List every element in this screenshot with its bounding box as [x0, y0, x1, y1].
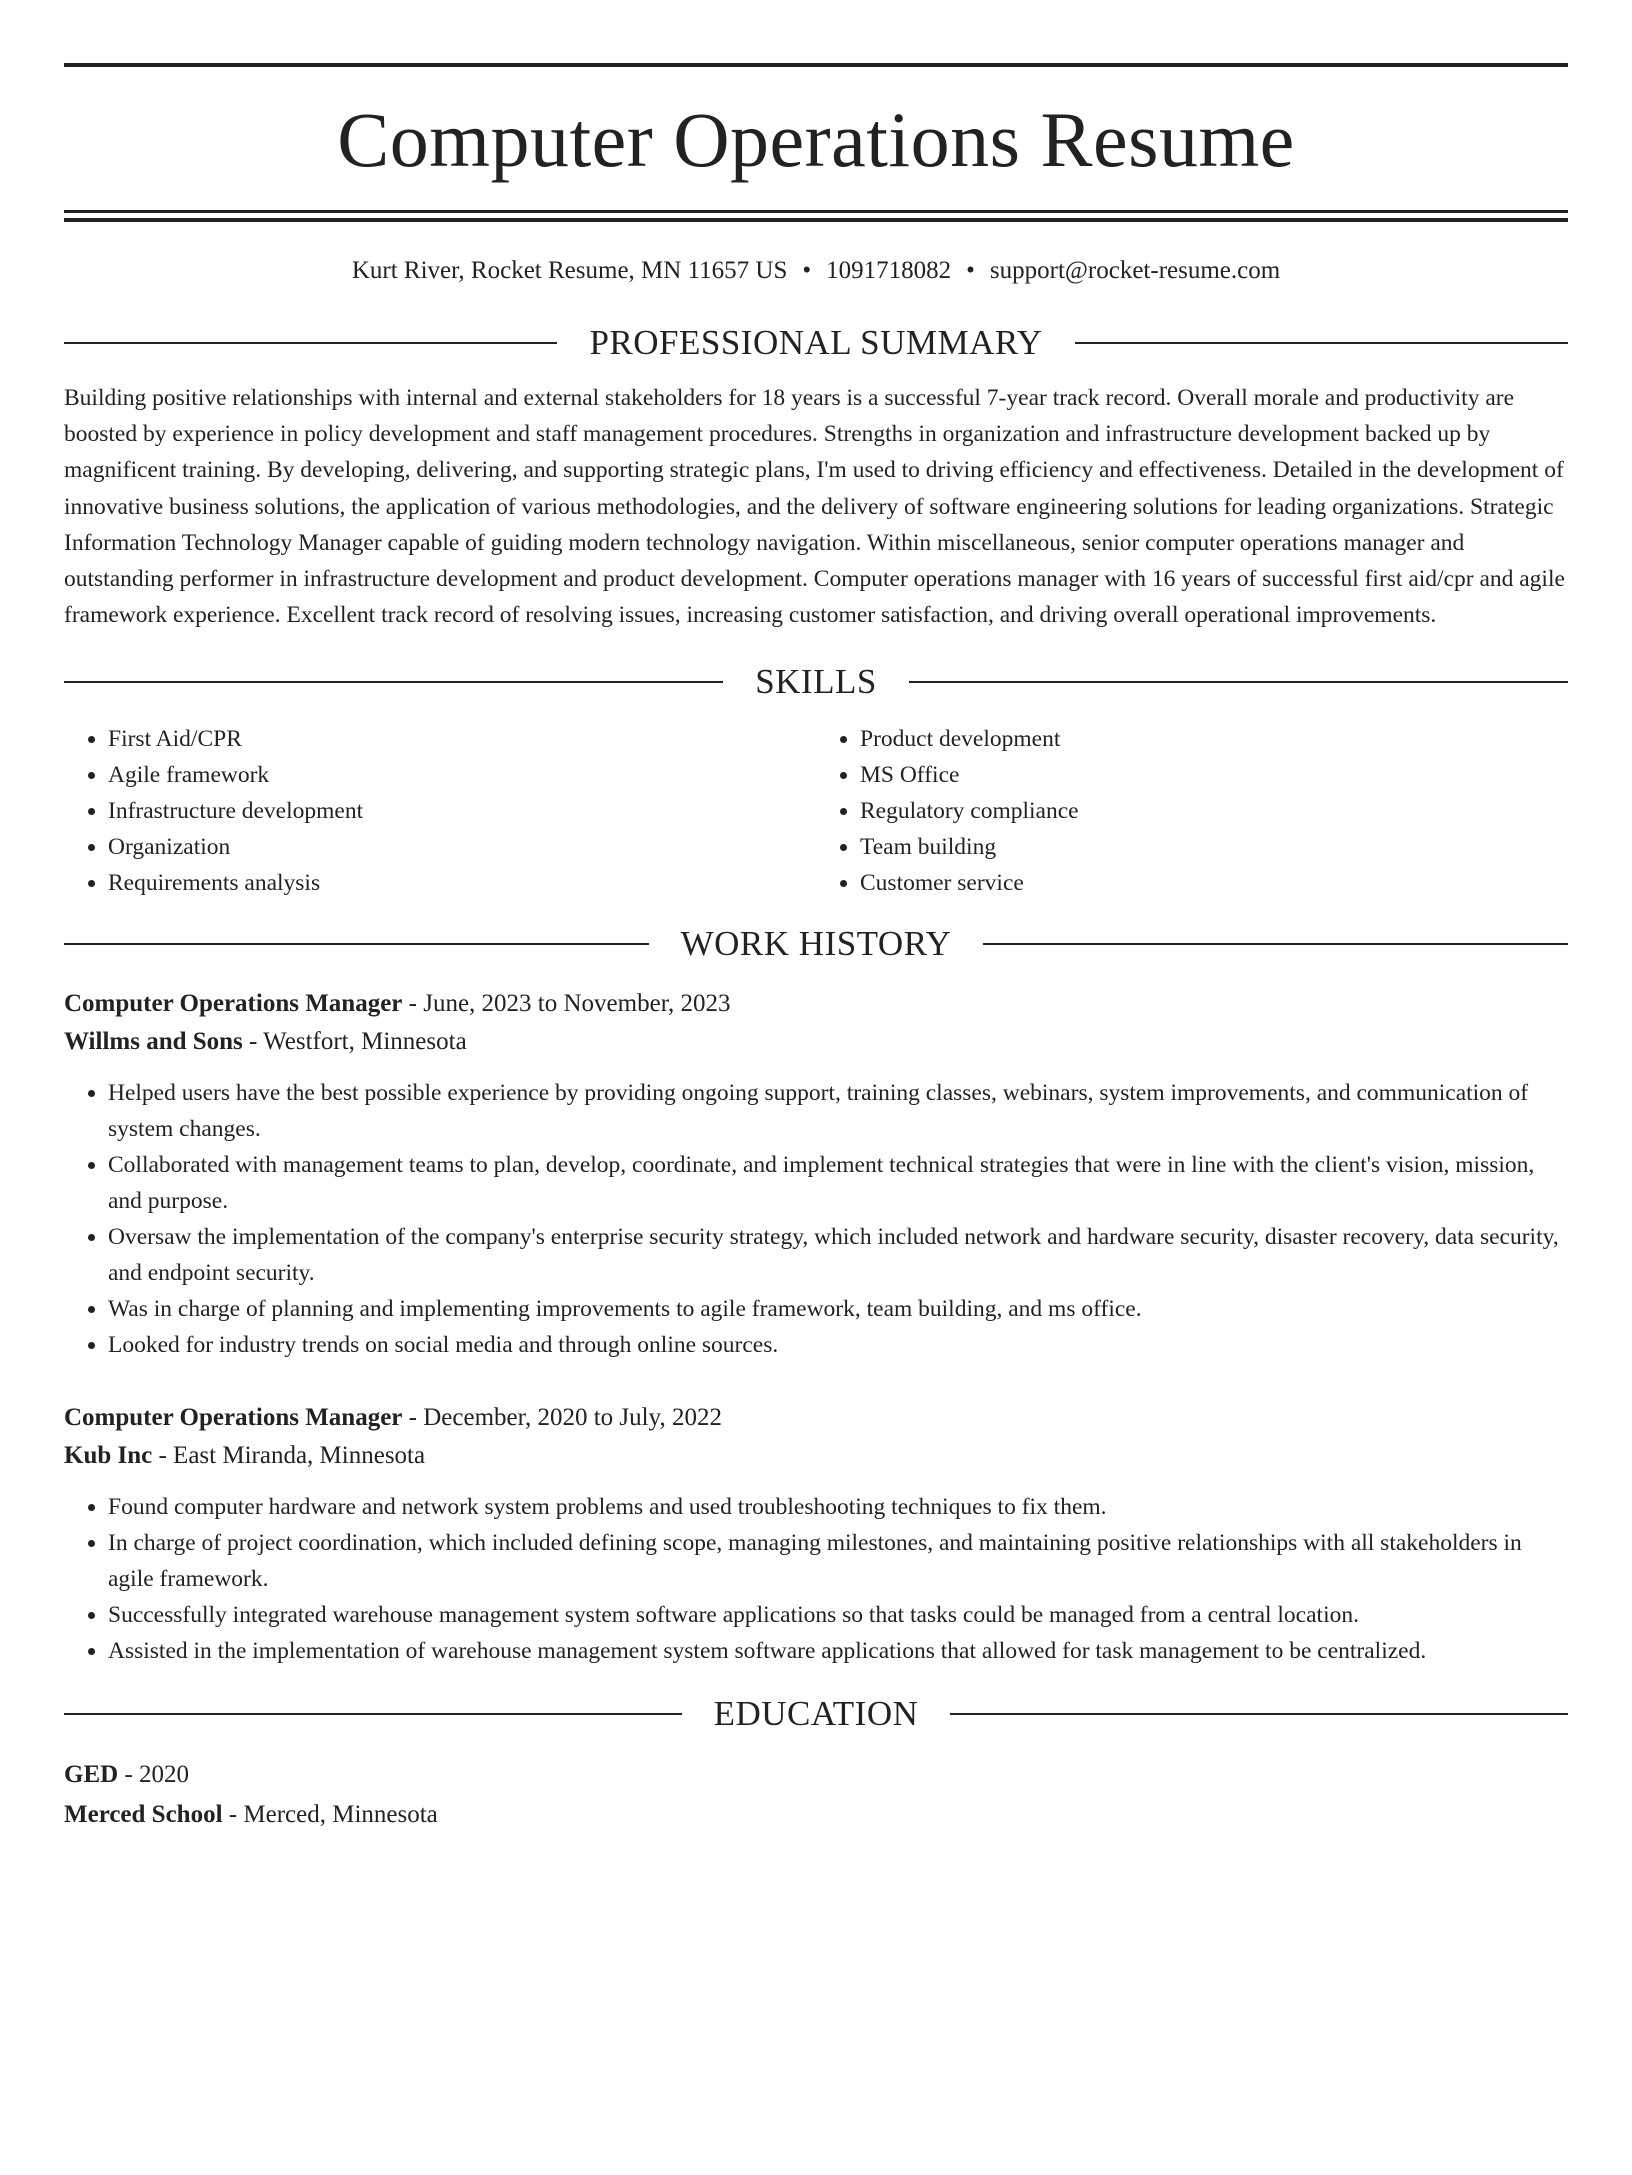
job-title: Computer Operations Manager: [64, 1404, 403, 1432]
top-rule: [64, 63, 1568, 67]
heading-rule-left: [64, 943, 649, 945]
job-bullet: • Successfully integrated warehouse management system software applications so that tasks could be managed from a central location.: [108, 1597, 1568, 1633]
job-bullet: • Collaborated with management teams to plan, develop, coordinate, and implement technical strategies that were in line with the client's vision, mission, and purpose.: [108, 1147, 1568, 1219]
skill-item: • Team building: [860, 829, 1568, 865]
job-title: Computer Operations Manager: [64, 990, 403, 1018]
contact-separator: •: [802, 257, 812, 284]
skills-column-left: [64, 721, 816, 901]
skill-item: • Agile framework: [108, 757, 816, 793]
summary-heading: [64, 320, 1568, 366]
job-title-line: [64, 985, 1568, 1023]
job-bullet: • Oversaw the implementation of the company's enterprise security strategy, which included network and hardware security, disaster recovery, data security, and endpoint security.: [108, 1219, 1568, 1291]
job-entry: [64, 985, 1568, 1363]
education-heading-label: EDUCATION: [713, 1694, 919, 1734]
job-title-line: [64, 1399, 1568, 1437]
job-bullets: [64, 1075, 1568, 1363]
skill-item: • First Aid/CPR: [108, 721, 816, 757]
title-double-rule: [64, 210, 1568, 222]
job-location: - Westfort, Minnesota: [242, 1028, 467, 1056]
job-company: Kub Inc: [64, 1442, 153, 1470]
job-bullet: • Looked for industry trends on social media and through online sources.: [108, 1327, 1568, 1363]
job-bullet: • Assisted in the implementation of warehouse management system software applications that allowed for task management to be centralized.: [108, 1633, 1568, 1669]
education-heading: [64, 1691, 1568, 1737]
job-bullet: • Found computer hardware and network system problems and used troubleshooting techniques to fix them.: [108, 1489, 1568, 1525]
job-bullet: • Helped users have the best possible experience by providing ongoing support, training classes, webinars, system improvements, and communication of system changes.: [108, 1075, 1568, 1147]
heading-rule-right: [950, 1713, 1568, 1715]
heading-rule-left: [64, 1713, 682, 1715]
skill-item: • Infrastructure development: [108, 793, 816, 829]
education-year: - 2020: [118, 1761, 190, 1789]
job-bullets: [64, 1489, 1568, 1669]
education-school-line: [64, 1795, 1568, 1835]
heading-rule-right: [983, 943, 1568, 945]
job-company: Willms and Sons: [64, 1028, 243, 1056]
contact-address: Kurt River, Rocket Resume, MN 11657 US: [351, 257, 788, 284]
heading-rule-left: [64, 342, 557, 344]
skill-item: • Product development: [860, 721, 1568, 757]
education-location: - Merced, Minnesota: [222, 1801, 438, 1829]
education-degree-line: [64, 1755, 1568, 1795]
job-bullet: • Was in charge of planning and implementing improvements to agile framework, team building, and ms office.: [108, 1291, 1568, 1327]
skill-item: • Customer service: [860, 865, 1568, 901]
skills-heading: [64, 659, 1568, 705]
education-school: Merced School: [64, 1801, 223, 1829]
job-company-line: [64, 1023, 1568, 1061]
job-entry: [64, 1399, 1568, 1669]
resume-page: [0, 63, 1632, 2175]
skill-item: • Regulatory compliance: [860, 793, 1568, 829]
job-dates: - June, 2023 to November, 2023: [402, 990, 731, 1018]
job-bullet: • In charge of project coordination, which included defining scope, managing milestones, and maintaining positive relationships with all stakeholders in agile framework.: [108, 1525, 1568, 1597]
education-degree: GED: [64, 1761, 119, 1789]
job-company-line: [64, 1437, 1568, 1475]
summary-heading-label: PROFESSIONAL SUMMARY: [589, 323, 1043, 362]
education-entry: [64, 1755, 1568, 1835]
job-location: - East Miranda, Minnesota: [152, 1442, 426, 1470]
heading-rule-left: [64, 681, 723, 683]
heading-rule-right: [909, 681, 1568, 683]
contact-line: [64, 254, 1568, 288]
job-dates: - December, 2020 to July, 2022: [402, 1404, 722, 1432]
skill-item: • Organization: [108, 829, 816, 865]
work-heading-label: WORK HISTORY: [680, 924, 952, 964]
skills-list: [64, 721, 1568, 901]
contact-separator: •: [966, 257, 975, 284]
skill-item: • Requirements analysis: [108, 865, 816, 901]
work-heading: [64, 921, 1568, 967]
contact-phone: 1091718082: [826, 257, 952, 284]
skill-item: • MS Office: [860, 757, 1568, 793]
skills-column-right: [816, 721, 1568, 901]
resume-title: Computer Operations Resume: [337, 96, 1295, 183]
summary-text: Building positive relationships with internal and external stakeholders for 18 years is a successful 7-year track record. Overall morale and productivity are boosted by experience in policy development and staff management procedures. Strengths in organization and infrastructure development backed up by magnificent training. By developing, delivering, and supporting strategic plans, I'm used to driving efficiency and effectiveness. Detailed in the development of innovative business solutions, the application of various methodologies, and the delivery of software engineering solutions for leading organizations. Strategic Information Technology Manager capable of guiding modern technology navigation. Within miscellaneous, senior computer operations manager and outstanding performer in infrastructure development and product development. Computer operations manager with 16 years of successful first aid/cpr and agile framework experience. Excellent track record of resolving issues, increasing customer satisfaction, and driving overall operational improvements.: [64, 385, 1565, 629]
skills-heading-label: SKILLS: [755, 662, 877, 702]
contact-email: support@rocket-resume.com: [989, 257, 1281, 284]
heading-rule-right: [1075, 342, 1568, 344]
